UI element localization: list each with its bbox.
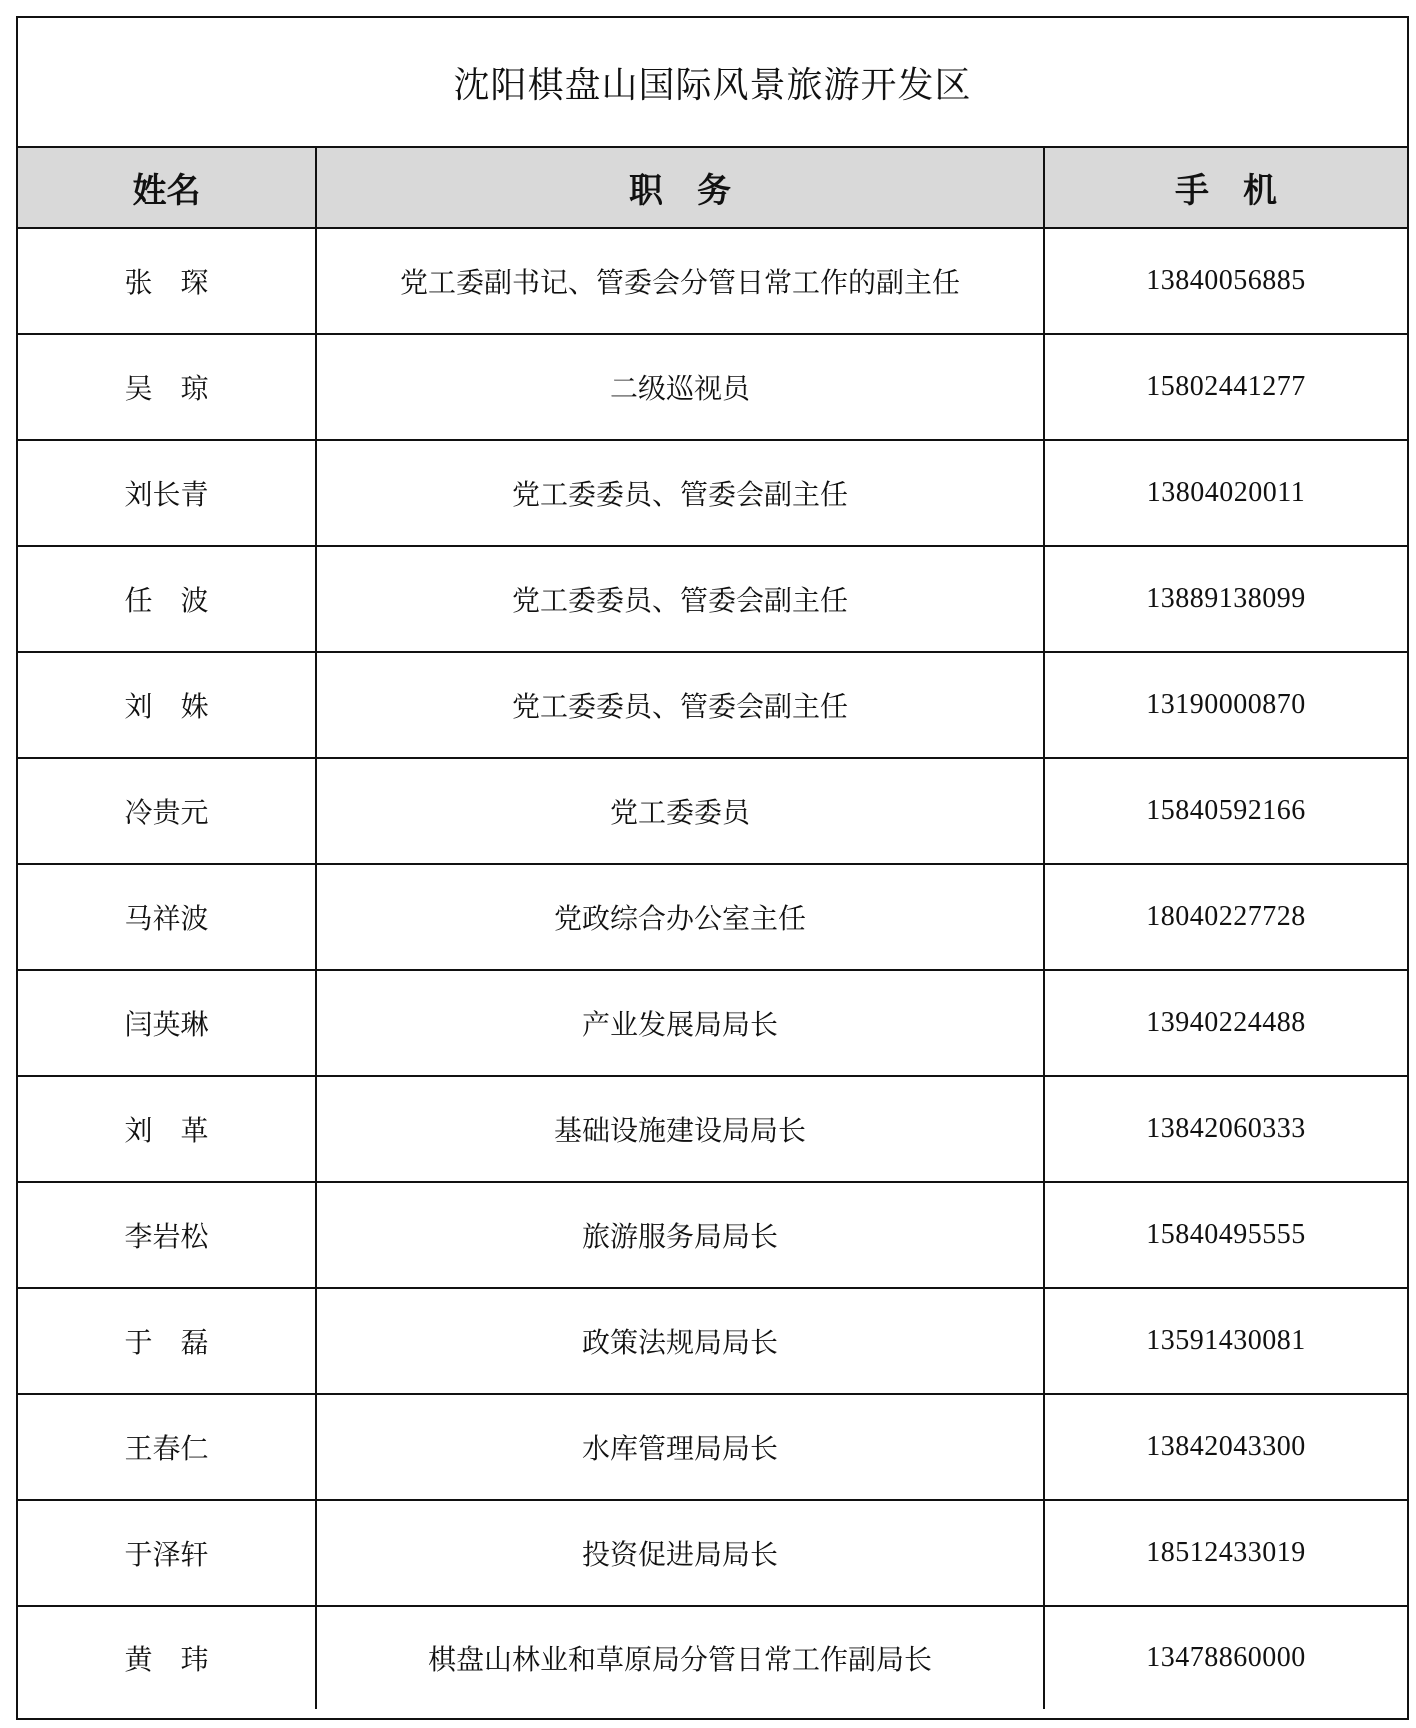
phone-cell: 15840592166 bbox=[1044, 758, 1407, 864]
name-cell: 吴 琼 bbox=[18, 334, 316, 440]
phone-cell: 15840495555 bbox=[1044, 1182, 1407, 1288]
phone-cell: 13842043300 bbox=[1044, 1394, 1407, 1500]
contact-sheet bbox=[16, 16, 1409, 1720]
table-row bbox=[18, 228, 1407, 334]
name-cell: 闫英琳 bbox=[18, 970, 316, 1076]
position-cell: 政策法规局局长 bbox=[316, 1288, 1044, 1394]
title-row bbox=[18, 18, 1407, 148]
phone-cell: 18040227728 bbox=[1044, 864, 1407, 970]
name-cell: 冷贵元 bbox=[18, 758, 316, 864]
name-cell: 王春仁 bbox=[18, 1394, 316, 1500]
table-row bbox=[18, 1394, 1407, 1500]
table-row bbox=[18, 1606, 1407, 1709]
name-cell: 于 磊 bbox=[18, 1288, 316, 1394]
position-cell: 党工委委员、管委会副主任 bbox=[316, 440, 1044, 546]
table-row bbox=[18, 1500, 1407, 1606]
position-cell: 基础设施建设局局长 bbox=[316, 1076, 1044, 1182]
phone-cell: 13889138099 bbox=[1044, 546, 1407, 652]
table-row bbox=[18, 652, 1407, 758]
table-row bbox=[18, 1288, 1407, 1394]
name-cell: 刘长青 bbox=[18, 440, 316, 546]
position-cell: 党工委副书记、管委会分管日常工作的副主任 bbox=[316, 228, 1044, 334]
position-cell: 旅游服务局局长 bbox=[316, 1182, 1044, 1288]
position-cell: 水库管理局局长 bbox=[316, 1394, 1044, 1500]
phone-cell: 13842060333 bbox=[1044, 1076, 1407, 1182]
table-row bbox=[18, 758, 1407, 864]
table-row bbox=[18, 546, 1407, 652]
phone-column-header: 手 机 bbox=[1044, 148, 1407, 228]
phone-cell: 13591430081 bbox=[1044, 1288, 1407, 1394]
contacts-table bbox=[18, 148, 1407, 1709]
position-cell: 二级巡视员 bbox=[316, 334, 1044, 440]
phone-cell: 13840056885 bbox=[1044, 228, 1407, 334]
table-row bbox=[18, 1076, 1407, 1182]
phone-cell: 13940224488 bbox=[1044, 970, 1407, 1076]
table-row bbox=[18, 440, 1407, 546]
position-column-header: 职 务 bbox=[316, 148, 1044, 228]
phone-cell: 15802441277 bbox=[1044, 334, 1407, 440]
name-cell: 刘 革 bbox=[18, 1076, 316, 1182]
table-row bbox=[18, 864, 1407, 970]
name-cell: 于泽轩 bbox=[18, 1500, 316, 1606]
position-cell: 党工委委员、管委会副主任 bbox=[316, 546, 1044, 652]
table-row bbox=[18, 1182, 1407, 1288]
position-cell: 棋盘山林业和草原局分管日常工作副局长 bbox=[316, 1606, 1044, 1709]
position-cell: 产业发展局局长 bbox=[316, 970, 1044, 1076]
document-title: 沈阳棋盘山国际风景旅游开发区 bbox=[453, 64, 972, 106]
contacts-table-body bbox=[18, 228, 1407, 1709]
position-cell: 党政综合办公室主任 bbox=[316, 864, 1044, 970]
phone-cell: 13190000870 bbox=[1044, 652, 1407, 758]
position-cell: 党工委委员 bbox=[316, 758, 1044, 864]
table-row bbox=[18, 970, 1407, 1076]
table-row bbox=[18, 334, 1407, 440]
position-cell: 投资促进局局长 bbox=[316, 1500, 1044, 1606]
name-cell: 张 琛 bbox=[18, 228, 316, 334]
header-row bbox=[18, 148, 1407, 228]
name-cell: 李岩松 bbox=[18, 1182, 316, 1288]
phone-cell: 13478860000 bbox=[1146, 1642, 1306, 1673]
name-cell: 刘 姝 bbox=[18, 652, 316, 758]
name-cell: 马祥波 bbox=[18, 864, 316, 970]
name-column-header: 姓名 bbox=[18, 148, 316, 228]
phone-cell: 13804020011 bbox=[1044, 440, 1407, 546]
position-cell: 党工委委员、管委会副主任 bbox=[316, 652, 1044, 758]
phone-cell: 18512433019 bbox=[1044, 1500, 1407, 1606]
name-cell: 黄 玮 bbox=[18, 1606, 316, 1709]
name-cell: 任 波 bbox=[18, 546, 316, 652]
